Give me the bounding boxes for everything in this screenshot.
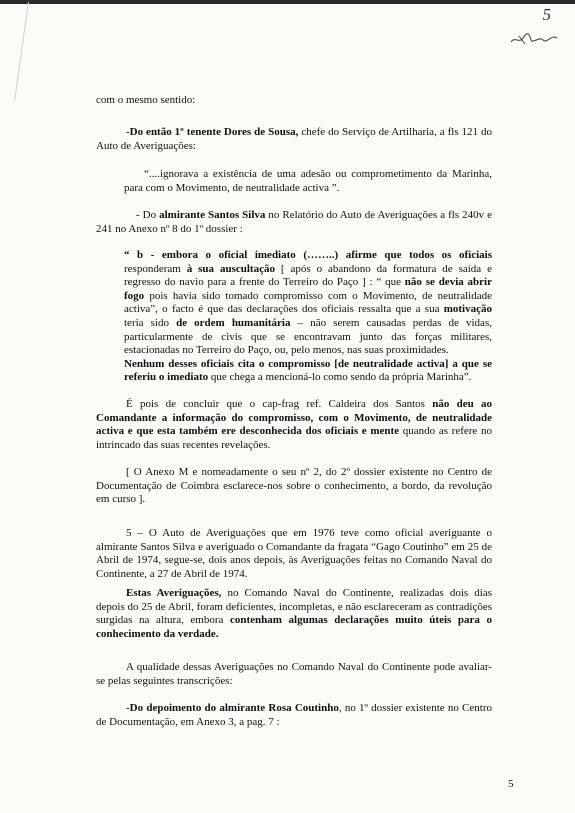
paragraph-estas-averiguacoes: Estas Averiguações, no Comando Naval do Continente, realizadas dois dias depois do 25 de Abril, foram deficientes, incompletas, e não esclareceram as contradições surgidas na altura, embora contenham algumas declarações muito úteis para o conhecimento da verdade. xyxy=(96,587,492,640)
quote-santos-silva: “ b - embora o oficial imediato (……..) afirme que todos os oficiais responderam à sua auscultação [ após o abandono da formatura de saída e regresso do navio para a frente do Terreiro do Paço ] : “ que não se devia abrir fogo pois havia sido tomado compromisso com o Movimento, de neutralidade activa”, o facto é que das declarações dos oficiais ressalta que a sua motivação teria sido de ordem humanitária – não serem causadas perdas de vidas, particularmente de civis que se encontravam junto das forças militares, estacionadas no Terreiro do Paço, ou, pelo menos, nas suas proximidades. Nenhum desses oficiais cita o compromisso [de neutralidade activa] a que se referiu o imediato que chega a mencioná-lo como sendo da própria Marinha”. xyxy=(124,249,492,384)
paragraph-dores-de-sousa: -Do então 1º tenente Dores de Sousa, chefe do Serviço de Artilharia, a fls 121 do Auto de Averiguações: xyxy=(96,126,492,152)
scan-artifact-line xyxy=(14,2,29,101)
paragraph-rosa-coutinho: -Do depoimento do almirante Rosa Coutinho, no 1º dossier existente no Centro de Documentação, em Anexo 3, a pag. 7 : xyxy=(96,702,492,728)
paragraph-conclusion: É pois de concluir que o cap-frag ref. Caldeira dos Santos não deu ao Comandante a informação do compromisso, com o Movimento, de neutralidade activa e que esta também ere desconhecida dos oficiais e mente quando as refere no intrincado das suas recentes revelações. xyxy=(96,398,492,451)
quote-dores-de-sousa: “....ignorava a existência de uma adesão ou comprometimento da Marinha, para com o Movimento, de neutralidade activa ”. xyxy=(124,168,492,194)
handwritten-page-number: 5 xyxy=(542,5,551,24)
handwritten-signature xyxy=(505,5,563,52)
paragraph-anexo-m: [ O Anexo M e nomeadamente o seu nº 2, do 2º dossier existente no Centro de Documentação de Coimbra esclarece-nos sobre o conhecimento, a bordo, da revolução em curso ]. xyxy=(96,466,492,506)
paragraph-qualidade: A qualidade dessas Averiguações no Comando Naval do Continente pode avaliar-se pelas seguintes transcrições: xyxy=(96,661,492,687)
paragraph-section-5: 5 – O Auto de Averiguações que em 1976 teve como oficial averiguante o almirante Santos Silva e averiguado o Comandante da fragata “Gago Coutinho” em 25 de Abril de 1974, segue-se, dois anos depois, às Averiguações feitas no Comando Naval do Continente, a 27 de Abril de 1974. xyxy=(96,527,492,580)
scan-top-edge xyxy=(0,0,575,4)
paragraph-intro: com o mesmo sentido: xyxy=(96,94,196,106)
page-number: 5 xyxy=(508,778,514,790)
paragraph-santos-silva: - Do almirante Santos Silva no Relatório do Auto de Averiguações a fls 240v e 241 no Anexo nº 8 do 1º dossier : xyxy=(96,209,492,235)
